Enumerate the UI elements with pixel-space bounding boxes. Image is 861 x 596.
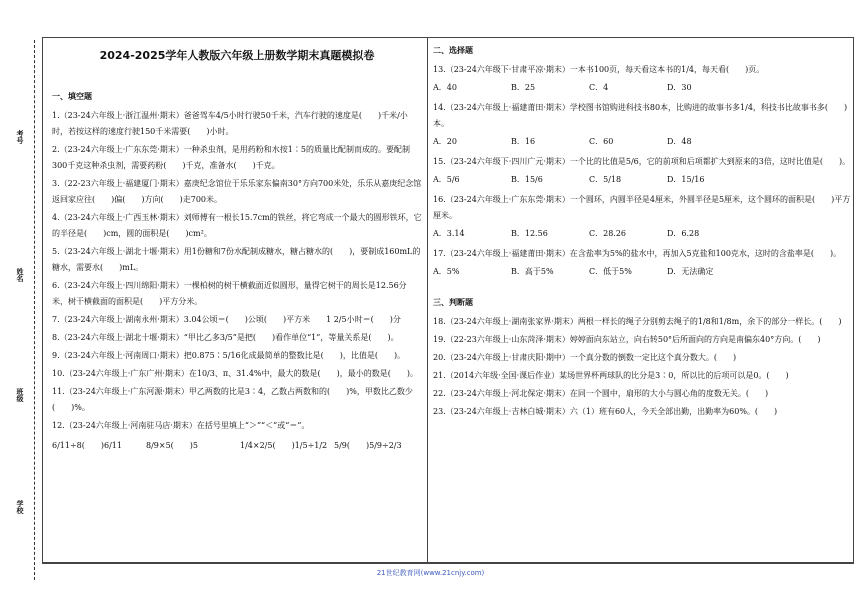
section-judge-heading: 三、判断题: [433, 298, 473, 307]
name-field: [10, 268, 24, 282]
question-3: 3.（22-23六年级上·福建厦门·期末）嘉庚纪念馆位于乐乐家东偏南30°方向700米处，乐乐从嘉庚纪念馆返回家应往( )偏( )方向( )走700米。: [52, 179, 422, 204]
option-c: C．低于5%: [589, 267, 632, 276]
question-22: 22.（23-24六年级上·河北保定·期末）在同一个圆中，扇形的大小与圆心角的度数无关。( ): [433, 389, 769, 398]
option-a: A．5/6: [433, 175, 460, 184]
option-c: C．4: [589, 83, 609, 92]
question-9: 9.（23-24六年级上·河南周口·期末）把0.875∶5/16化成最简单的整数比是( )，比值是( )。: [52, 351, 406, 360]
school-field: [10, 500, 24, 514]
exam-number-field: [10, 130, 24, 144]
q12-item-4: 5/9( )5/9÷2/3: [334, 441, 402, 450]
left-column: [52, 42, 422, 454]
question-12: 12.（23-24六年级上·河南驻马店·期末）在括号里填上“＞”“＜”或“＝”。: [52, 421, 310, 430]
option-d: D．无法确定: [667, 267, 714, 276]
question-13: 13.（23-24六年级下·甘肃平凉·期末）一本书100页，每天看这本书的1/4，每天看( )页。: [433, 65, 765, 74]
question-17-options: [433, 264, 853, 280]
q12-item-2: 8/9×5( )5: [146, 441, 198, 450]
question-20: 20.（23-24六年级上·甘肃庆阳·期中）一个真分数的倒数一定比这个真分数大。( ): [433, 353, 737, 362]
question-4: 4.（23-24六年级上·广西玉林·期末）刘师傅有一根长15.7cm的铁丝，将它弯成一个最大的圆形铁环，它的半径是( )cm，圆的面积是( )cm²。: [52, 213, 422, 238]
option-d: D．48: [667, 137, 692, 146]
school-label: 学校: [16, 500, 25, 514]
option-c: C．5/18: [589, 175, 622, 184]
question-8: 8.（23-24六年级上·湖北十堰·期末）“甲比乙多3/5”是把( )看作单位“1”，等量关系是( )。: [52, 333, 399, 342]
column-divider: [427, 37, 428, 563]
option-b: B．15/6: [511, 175, 543, 184]
option-a: A．3.14: [433, 229, 465, 238]
q12-item-1: 6/11÷8( )6/11: [52, 441, 122, 450]
q12-item-3: 1/4×2/5( )1/5÷1/2: [240, 441, 328, 450]
question-21: 21.（2014六年级·全国·课后作业）某场世界杯两球队的比分是3∶0，所以比的后项可以是0。( ): [433, 371, 789, 380]
question-15-options: [433, 172, 853, 188]
question-10: 10.（23-24六年级上·广东广州·期末）在10/3、π、31.4%中，最大的数是( )，最小的数是( )。: [52, 369, 418, 378]
question-12-items: [52, 438, 422, 454]
footer-link[interactable]: 21世纪教育网(www.21cnjy.com): [376, 569, 485, 577]
option-d: D．6.28: [667, 229, 700, 238]
question-18: 18.（23-24六年级上·湖南张家界·期末）两根一样长的绳子分别剪去绳子的1/8和1/8m，余下的部分一样长。( ): [433, 317, 842, 326]
question-1: 1.（23-24六年级上·浙江温州·期末）爸爸驾车4/5小时行驶50千米，汽车行驶的速度是( )千米/小时，若按这样的速度行驶150千米需要( )小时。: [52, 111, 408, 136]
question-2: 2.（23-24六年级上·广东东莞·期末）一种杀虫剂，是用药粉和水按1∶5的质量比配制而成的。要配制300千克这种杀虫剂，需要药粉( )千克，准备水( )千克。: [52, 145, 410, 170]
question-19: 19.（22-23六年级上·山东菏泽·期末）婷婷面向东站立，向右转50°后所面向的方向是南偏东40°方向。( ): [433, 335, 821, 344]
exam-number-label: 考号: [16, 130, 25, 144]
exam-title: 2024-2025学年人教版六年级上册数学期末真题模拟卷: [99, 49, 375, 62]
name-label: 姓名: [16, 268, 25, 282]
option-a: A．5%: [433, 267, 460, 276]
option-c: C．28.26: [589, 229, 627, 238]
class-label: 班级: [16, 388, 25, 402]
question-13-options: [433, 80, 853, 96]
question-16-options: [433, 226, 853, 242]
footer-rule: [42, 563, 854, 564]
question-23: 23.（23-24六年级上·吉林白城·期末）六（1）班有60人，今天全部出勤，出勤率为60%。( ): [433, 407, 778, 416]
option-a: A．40: [433, 83, 457, 92]
option-d: D．30: [667, 83, 692, 92]
option-b: B．16: [511, 137, 536, 146]
question-15: 15.（23-24六年级下·四川广元·期末）一个比的比值是5/6，它的前项和后项都扩大到原来的3倍，这时比值是( )。: [433, 157, 851, 166]
question-14: 14.（23-24六年级上·福建莆田·期末）学校图书馆购进科技书80本，比购进的故事书多1/4，科技书比故事书多( )本。: [433, 103, 848, 128]
question-6: 6.（23-24六年级上·四川绵阳·期末）一棵柏树的树干横截面近似圆形，量得它树干的周长是12.56分米，树干横截面的面积是( )平方分米。: [52, 281, 407, 306]
option-d: D．15/16: [667, 175, 705, 184]
section-choice-heading: 二、选择题: [433, 46, 473, 55]
option-c: C．60: [589, 137, 614, 146]
question-7: 7.（23-24六年级上·湖南永州·期末）3.04公顷＝( )公顷( )平方米 1 2/5小时＝( )分: [52, 315, 401, 324]
option-b: B．25: [511, 83, 536, 92]
option-b: B．高于5%: [511, 267, 554, 276]
binding-dashed-line: [34, 40, 35, 580]
question-11: 11.（23-24六年级上·广东河源·期末）甲乙两数的比是3∶4，乙数占两数和的( )%，甲数比乙数少( )%。: [52, 387, 413, 412]
option-b: B．12.56: [511, 229, 548, 238]
question-17: 17.（23-24六年级上·福建莆田·期末）在含盐率为5%的盐水中，再加入5克盐和100克水，这时的含盐率是( )。: [433, 249, 842, 258]
right-column: [433, 42, 853, 422]
question-14-options: [433, 134, 853, 150]
section-fill-heading: 一、填空题: [52, 92, 92, 101]
class-field: [10, 388, 24, 402]
question-16: 16.（23-24六年级上·广东东莞·期末）一个圆环，内圆半径是4厘米，外圆半径是5厘米，这个圆环的面积是( )平方厘米。: [433, 195, 851, 220]
option-a: A．20: [433, 137, 457, 146]
question-5: 5.（23-24六年级上·湖北十堰·期末）用1份糖和7份水配制成糖水，糖占糖水的( )，要制成160mL的糖水，需要水( )mL。: [52, 247, 421, 272]
